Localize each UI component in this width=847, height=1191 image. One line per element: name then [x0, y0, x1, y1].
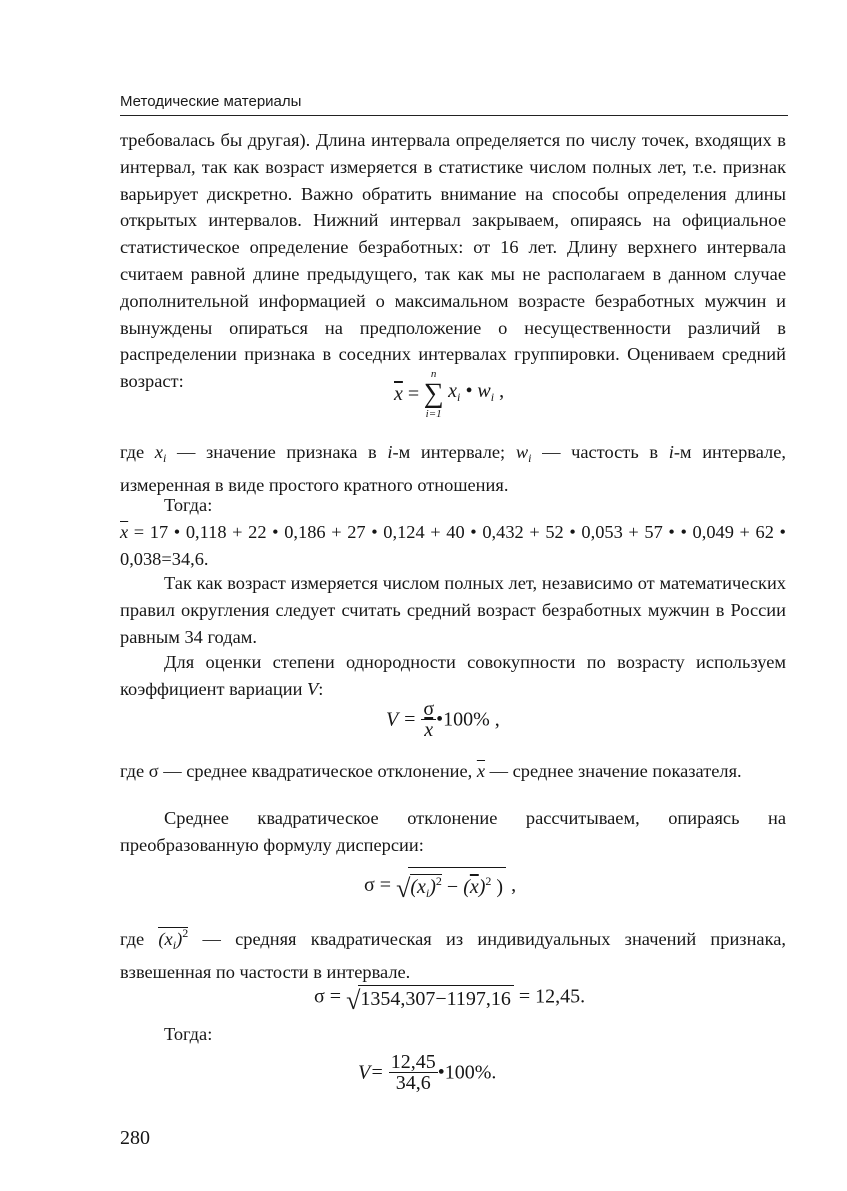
text-fragment: -м интервале, измеренная в виде простого кратного отношения. — [120, 442, 786, 495]
text-fragment: где — [120, 929, 159, 949]
var-fraction — [421, 699, 436, 740]
sigma-calc-tail: = 12,45. — [513, 985, 586, 1008]
paragraph-rounding: Так как возраст измеряется числом полных лет, независимо от математических правил округления следует считать средний возраст безработных мужчин в России равным 34 годам. — [120, 573, 786, 647]
sum-dot-w: • w — [460, 380, 491, 402]
text-fragment: где σ — среднее квадратическое отклонение, — [120, 761, 477, 781]
mean-calculation-text: = 17 • 0,118 + 22 • 0,186 + 27 • 0,124 + 40 • 0,432 + 52 • 0,053 + 57 • • 0,049 + 62 • 0,038=34,6. — [120, 522, 786, 569]
sum-sign-icon: ∑ — [423, 378, 444, 409]
text-fragment: — средняя квадратическая из индивидуальных значений признака, взвешенная по частости в интервале. — [120, 929, 786, 982]
formula-v-calc — [358, 1052, 496, 1093]
v-calc-numerator: 12,45 — [390, 1051, 436, 1073]
var-numerator: σ — [423, 698, 435, 720]
v-calc-fraction — [389, 1052, 438, 1093]
paragraph-variation: Для оценки степени однородности совокупности по возрасту используем коэффициент вариации V: — [120, 652, 786, 699]
running-header: Методические материалы — [120, 93, 302, 110]
sum-sub-i-2: i — [490, 390, 495, 404]
paragraph-sigma-def: где σ — среднее квадратическое отклонение, $\overline{x}$ — среднее значение показателя. — [120, 761, 742, 781]
sigma-calc-lhs: σ = — [314, 985, 342, 1008]
text-fragment: — среднее значение показателя. — [485, 761, 742, 781]
var-lhs: V = — [386, 708, 417, 731]
togda-1: Тогда: — [164, 495, 213, 515]
header-rule — [120, 115, 788, 116]
text-fragment: где — [120, 442, 155, 462]
text-fragment: — значение признака в — [166, 442, 388, 462]
text-fragment: — частость в — [531, 442, 669, 462]
togda-2: Тогда: — [164, 1024, 213, 1044]
sum-upper-limit: n — [430, 368, 437, 380]
paragraph-quadratic-mean: где $(x_i)^2$ — средняя квадратическая из индивидуальных значений признака, взвешенная по частости в интервале. — [120, 926, 786, 982]
sum-tail: , — [494, 380, 505, 402]
text-fragment: : — [318, 678, 324, 699]
sigma-lhs: σ = — [364, 874, 392, 896]
paragraph-intervals: требовалась бы другая). Длина интервала определяется по числу точек, входящих в интервал, так как возраст измеряется в статистике числом полных лет, т.е. признак варьирует дискретно. Важно обратить внимание на способы определения длины открытых интервалов. Нижний интервал закрываем, опираясь на официальное статистическое определение безработных: от 16 лет. Длину верхнего интервала считаем равной длине предыдущего, так как мы не располагаем в данном случае дополнительной информацией о максимальном возрасте безработных мужчин и вынуждены опираться на предположение о несущественности различий в распределении признака в соседних интервалах группировки. Оцениваем средний возраст: — [120, 130, 786, 392]
sqrt-sign-icon-2: √1354,307−1197,16 — [346, 985, 514, 1011]
formula-variation — [386, 699, 500, 740]
text-fragment: Для оценки степени однородности совокупности по возрасту используем коэффициент вариации — [120, 652, 786, 699]
sqrt-sign-icon: $√(x_i)^2 - (\overline{x})^2$ ) — [396, 867, 506, 903]
paragraph-dispersion: Среднее квадратическое отклонение рассчитываем, опираясь на преобразованную формулу дисперсии: — [120, 808, 786, 855]
sum-body: x — [448, 380, 458, 402]
sigma-calc-radicand: 1354,307−1197,16 — [358, 985, 514, 1009]
formula-mean: $\overline{x}$ = n ∑ i=1 $x_i$ • $w_i$ , — [394, 368, 505, 420]
text-fragment: -м интервале; — [392, 442, 516, 462]
v-calc-denominator: 34,6 — [395, 1072, 431, 1094]
v-calc-lhs: V= — [358, 1061, 384, 1084]
paragraph-where-xi: где $x_i$ — значение признака в i-м интервале; $w_i$ — частость в i-м интервале, измеренная в виде простого кратного отношения. — [120, 442, 786, 495]
formula-sigma — [364, 867, 516, 903]
var-denominator: x — [424, 719, 434, 741]
v-calc-tail: •100%. — [437, 1061, 497, 1084]
var-tail: •100% , — [436, 708, 500, 731]
sum-sub-i: i — [457, 390, 461, 404]
mean-lhs: $\overline{x}$ — [394, 383, 403, 405]
formula-sigma-calc — [314, 985, 586, 1015]
mean-calculation: $\overline{x} = 17$ • 0,118 + 22 • 0,186 + 27 • 0,124 + 40 • 0,432 + 52 • 0,053 + 57 • • 0,049 + 62 • 0,038=34,6. — [120, 522, 786, 569]
sigma-tail: , — [506, 874, 517, 896]
sum-lower-limit: i=1 — [425, 408, 442, 420]
page-number: 280 — [120, 1127, 150, 1149]
